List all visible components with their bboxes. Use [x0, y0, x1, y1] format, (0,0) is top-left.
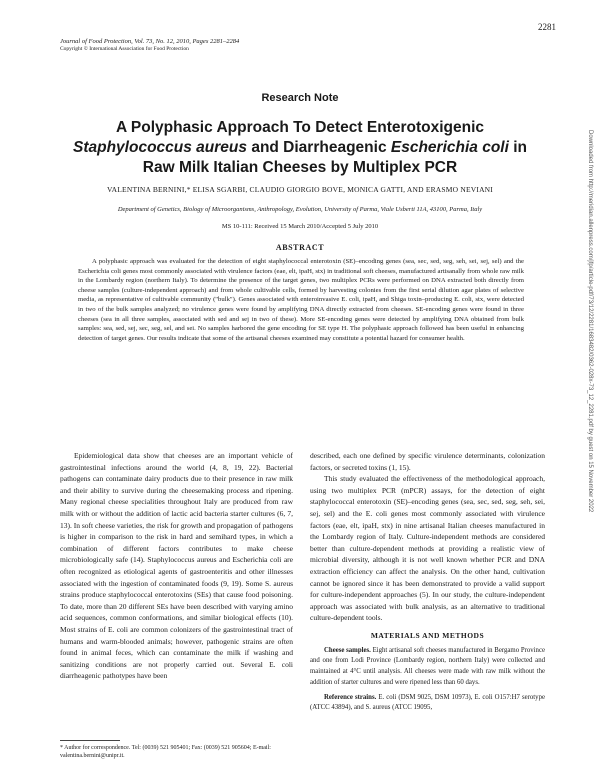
- download-watermark: Downloaded from http://meridian.allenpress.com/jfp/article-pdf/73/12/2281/1683482/0362-028x-73_12_2281.pdf by guest on 15 November 2022: [587, 130, 593, 513]
- title-part-6: Raw Milk Italian Cheeses by Multiplex PCR: [142, 159, 458, 176]
- right-paragraph-1: described, each one defined by specific virulence determinants, colonization factors, or secreted toxins (1, 15).: [310, 451, 545, 472]
- affiliation: Department of Genetics, Biology of Microorganisms, Anthropology, Evolution, University of Parma, Viale Usberti 11A, 43100, Parma, Italy: [117, 206, 483, 213]
- received-dates: MS 10-111: Received 15 March 2010/Accepted 5 July 2010: [221, 223, 379, 230]
- cheese-samples-paragraph: [310, 646, 545, 689]
- cheese-samples-text: Eight artisanal soft cheeses manufactured in Bergamo Province and one from Lodi Province (Lombardy region, northern Italy) were collected and maintained at 4°C until analysis. All cheeses were made with raw milk without the addition of starter cultures and were ripened less than 60 days.: [310, 646, 545, 686]
- title-part-5: in: [508, 139, 527, 156]
- reference-strains-paragraph: [310, 693, 545, 715]
- title-part-3: and Diarrheagenic: [247, 139, 391, 156]
- right-paragraph-2: This study evaluated the effectiveness of the methodological approach, using two multiplex PCR (mPCR) assays, for the detection of eight staphylococcal enterotoxin (SE)–encoding genes (sea, sec, sed, seg, seh, sei, sej, sel) and the E. coli genes most commonly associated with virulence factors (eae, elt, ipaH, stx) in nine artisanal Italian cheeses manufactured in the Lombardy region of Italy. Culture-independent methods are considered better than culture-dependent methods at providing a realistic view of microbial diversity, although it is not well known whether PCR and DNA extraction efficiency can affect the analysis. On the other hand, cultivation cannot be ignored since it has been demonstrated to provide a valid support for culture-independent approaches (5). In our study, the culture-independent approach was associated with bulk analysis, as an alternative to traditional culture-dependent tools.: [310, 474, 545, 623]
- correspondence-footnote: * Author for correspondence. Tel: (0039) 521 905401; Fax: (0039) 521 905604; E-mail: valentina.bernini@unipr.it.: [60, 745, 271, 759]
- copyright-icon: ©: [83, 46, 88, 52]
- title-part-1: A Polyphasic Approach To Detect Enterotoxigenic: [115, 119, 485, 136]
- copyright-holder: International Association for Food Protection: [89, 46, 189, 52]
- abstract-heading: ABSTRACT: [275, 243, 325, 252]
- copyright-prefix: Copyright: [60, 46, 83, 52]
- journal-citation: Journal of Food Protection, Vol. 73, No. 12, 2010, Pages 2281–2284: [60, 38, 240, 45]
- cheese-samples-label: Cheese samples.: [324, 646, 371, 654]
- methods-heading: MATERIALS AND METHODS: [370, 630, 485, 640]
- abstract-text: A polyphasic approach was evaluated for the detection of eight staphylococcal enterotoxin (SE)–encoding genes (sea, sec, sed, seg, seh, sei, sej, sel) and the Escherichia coli genes most commonly associated with virulence factors (eae, elt, ipaH, stx) in traditional soft cheeses, manufactured artisanally from whole raw milk in the Lombardy region (northern Italy). To determine the presence of the target genes, two multiplex PCRs were performed on DNA extracted both directly from cheese samples (culture-independent approach) and from whole cultivable cells, formed by harvesting colonies from the first serial dilution agar plates of selective media, as representative of cultivable community ("bulk"). Genes associated with enteroinvasive E. coli, ipaH, and Shiga toxin–producing E. coli, stx, were detected in two of the bulk samples analyzed; no virulence genes were found by amplifying DNA directly extracted from cheeses. SE-encoding genes were found in three cheeses (sea in all three samples, associated with sed and sej in two of these). More SE-encoding genes were detected by amplifying DNA obtained from bulk samples: sea, sed, sej, sec, seg, sel, and sei. No samples harbored the gene encoding for SE type H. The polyphasic approach followed has been useful in enhancing detection of target genes. Our results indicate that some of the artisanal cheeses examined may constitute a potential hazard for consumer health.: [78, 258, 524, 342]
- author-list: VALENTINA BERNINI,* ELISA SGARBI, CLAUDIO GIORGIO BOVE, MONICA GATTI, AND ERASMO NEVIANI: [107, 185, 493, 194]
- title-organism-1: Staphylococcus aureus: [73, 139, 248, 156]
- reference-strains-label: Reference strains.: [324, 693, 377, 701]
- title-organism-2: Escherichia coli: [390, 139, 509, 156]
- page-number: 2281: [538, 22, 556, 32]
- copyright-line: [60, 46, 189, 53]
- section-label: Research Note: [261, 92, 339, 104]
- reference-strains-text: E. coli (DSM 9025, DSM 10973), E. coli O157:H7 serotype (ATCC 43894), and S. aureus (ATCC 19095,: [310, 693, 545, 712]
- article-title: [40, 118, 560, 178]
- body-right-column: [310, 450, 545, 714]
- footnote-divider: [60, 740, 120, 741]
- body-left-column: Epidemiological data show that cheeses are an important vehicle of gastrointestinal infections around the world (4, 8, 19, 22). Bacterial pathogens can contaminate dairy products due to their presence in raw milk and their ability to survive during the cheesemaking process and ripening. Many regional cheese specialities throughout Italy are produced from raw milk with or without the addition of lactic acid bacteria starter cultures (6, 7, 13). In soft cheese varieties, the risk for growth and propagation of pathogens is higher in comparison to the risk in hard and semihard types, in which a combination of different factors contributes to make cheese microbiologically safe (14). Staphylococcus aureus and Escherichia coli are often recognized as etiological agents of gastroenteritis and other illnesses associated with the ingestion of contaminated foods (9, 19). Some S. aureus strains produce staphylococcal enterotoxins (SEs) that cause food poisoning. To date, more than 20 different SEs have been described with varying amino acid sequences, common conformations, and similar biological effects (10). Most strains of E. coli are common colonizers of the gastrointestinal tract of humans and warm-blooded animals; however, pathogenic strains are often found in animal feces, which can contaminate the milk if washing and sanitizing conditions are not properly carried out. Several E. coli diarrheagenic pathotypes have been: [60, 451, 293, 681]
